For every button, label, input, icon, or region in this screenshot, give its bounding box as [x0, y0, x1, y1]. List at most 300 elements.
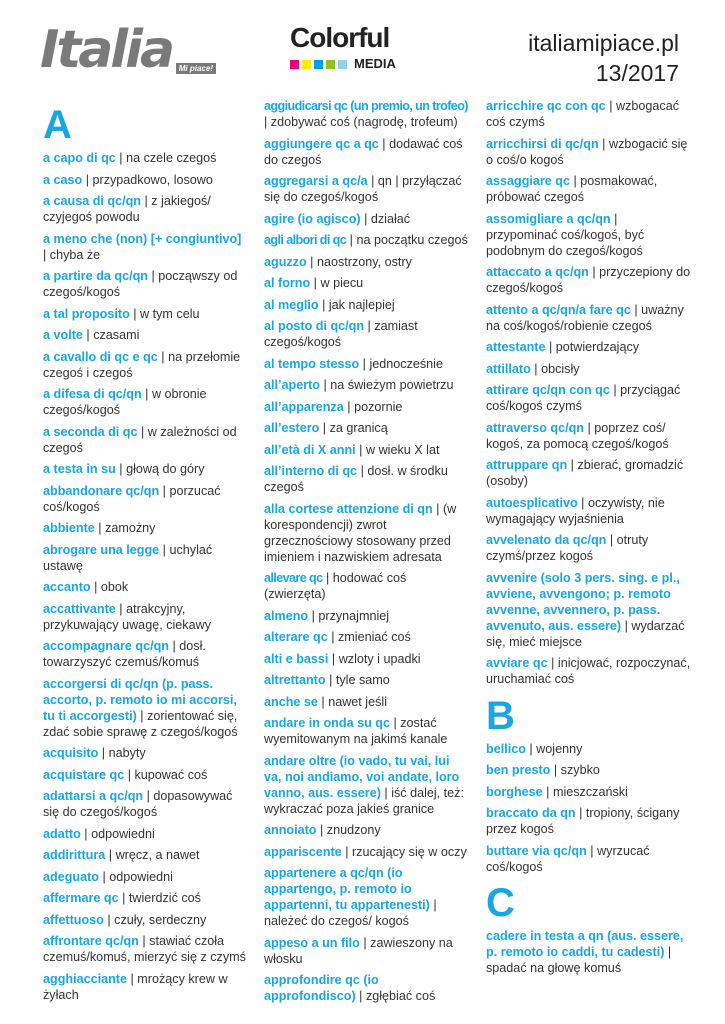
entry-separator: |	[550, 763, 561, 777]
entry-definition: zmieniać coś	[338, 630, 411, 644]
entry-definition: czuły, serdeczny	[114, 912, 207, 927]
entry-definition: naostrzony, ostry	[316, 254, 412, 269]
entry-definition: szybko	[560, 763, 600, 777]
entry-term: avvelenato da qc/qn	[486, 533, 607, 547]
glossary-entry	[264, 318, 469, 350]
entry-term: affrontare qc/qn	[43, 934, 139, 948]
glossary-entry	[43, 327, 248, 343]
glossary-entry	[43, 767, 248, 783]
glossary-entry	[264, 822, 469, 838]
entry-definition: dosł. towarzyszyć czemuś/komuś	[43, 639, 206, 669]
entry-term: a testa in su	[43, 462, 116, 476]
entry-term: attirare qc/qn con qc	[486, 383, 610, 397]
glossary-entry	[43, 542, 248, 574]
entry-separator: |	[316, 823, 327, 837]
glossary-entry	[43, 912, 248, 928]
entry-separator: |	[355, 989, 366, 1003]
glossary-entry	[486, 457, 691, 489]
entry-definition: zbierać, gromadzić (osoby)	[486, 458, 684, 488]
entry-term: al tempo stesso	[264, 356, 360, 371]
glossary-entry	[264, 935, 469, 967]
glossary-entry	[264, 356, 469, 372]
glossary-entry	[264, 972, 469, 1004]
glossary-entry	[486, 805, 691, 837]
entry-term: borghese	[486, 784, 543, 799]
glossary-entry	[43, 231, 248, 263]
entry-term: andare in onda su qc	[264, 716, 390, 730]
glossary-entry	[43, 424, 248, 456]
glossary-entry	[43, 306, 248, 322]
colorful-media-logo	[290, 22, 410, 72]
entry-definition: posmakować, próbować czegoś	[486, 174, 658, 204]
glossary-entry	[43, 676, 248, 740]
entry-definition: poprzez coś/ kogoś, za pomocą czegoś/kogoś	[486, 420, 669, 451]
entry-separator: |	[308, 608, 319, 623]
logo-square-yellow	[302, 60, 311, 69]
entry-separator: |	[159, 542, 170, 557]
entry-definition: (w korespondencji) zwrot grzecznościowy stosowany przed imieniem i nazwiskiem adresata	[264, 501, 457, 564]
entry-term: attraverso qc/qn	[486, 420, 584, 435]
entry-definition: obok	[100, 580, 129, 594]
glossary-entry	[486, 173, 691, 205]
entry-separator: |	[429, 898, 437, 912]
glossary-entry	[43, 150, 248, 166]
entry-term: all’interno di qc	[264, 464, 358, 478]
entry-term: a capo di qc	[43, 151, 116, 165]
glossary-entry	[264, 442, 469, 458]
entry-term: a partire da qc/qn	[43, 269, 148, 283]
entry-definition: zamiast czegoś/kogoś	[264, 319, 418, 349]
entry-term: arricchirsi di qc/qn	[486, 136, 599, 151]
entry-definition: zgłębiać coś	[365, 989, 436, 1003]
glossary-entry	[486, 495, 691, 527]
entry-separator: |	[567, 458, 578, 472]
glossary-entry	[264, 297, 469, 313]
entry-term: all’aperto	[264, 378, 320, 392]
entry-separator: |	[359, 356, 370, 371]
entry-separator: |	[129, 306, 141, 321]
entry-definition: rzucający się w oczy	[351, 844, 467, 859]
entry-term: a volte	[43, 328, 83, 342]
entry-definition: wyrzucać coś/kogoś	[486, 843, 650, 874]
glossary-entry	[43, 349, 248, 381]
glossary-entry	[43, 461, 248, 477]
entry-term: a cavallo di qc e qc	[43, 349, 158, 364]
entry-term: avvenire (solo 3 pers. sing. e pl., avviene, avvengono; p. remoto avvenne, avvennero, p. pass. avvenuto, aus. essere)	[486, 570, 680, 633]
entry-separator: |	[367, 174, 378, 188]
glossary-entry	[43, 483, 248, 515]
entry-separator: |	[140, 194, 152, 208]
glossary-entry	[486, 98, 691, 130]
entry-definition: czasami	[93, 328, 140, 342]
entry-separator: |	[318, 297, 329, 312]
entry-separator: |	[98, 746, 109, 760]
glossary-entry	[486, 762, 691, 778]
entry-separator: |	[118, 891, 129, 905]
glossary-entry	[486, 264, 691, 296]
entry-definition: spadać na głowę komuś	[486, 961, 622, 975]
entry-separator: |	[157, 349, 169, 364]
entry-separator: |	[588, 265, 600, 279]
entry-separator: |	[143, 789, 154, 803]
entry-term: accattivante	[43, 601, 116, 616]
glossary-entry	[43, 890, 248, 906]
entry-term: approfondire qc (io approfondisco)	[264, 973, 379, 1003]
glossary-entry	[264, 98, 469, 130]
glossary-entry	[43, 638, 248, 670]
glossary-entry	[486, 928, 691, 976]
entry-definition: odpowiedni	[109, 869, 173, 884]
glossary-entry	[486, 382, 691, 414]
entry-term: accorgersi di qc/qn (p. pass. accorto, p. remoto io mi accorsi, tu ti accorgesti)	[43, 676, 237, 723]
entry-definition: wojenny	[536, 741, 583, 756]
issue-number: 13/2017	[595, 60, 679, 86]
entry-definition: kupować coś	[134, 767, 208, 782]
entry-definition: mrożący krew w żyłach	[43, 971, 228, 1002]
glossary-entry	[486, 532, 691, 564]
entry-term: bellico	[486, 741, 526, 756]
entry-term: abbandonare qc/qn	[43, 483, 160, 498]
entry-definition: atrakcyjny, przykuwający uwagę, ciekawy	[43, 601, 211, 632]
entry-separator: |	[389, 716, 401, 730]
entry-term: addirittura	[43, 848, 106, 862]
glossary-entry	[43, 601, 248, 633]
entry-separator: |	[159, 483, 170, 498]
glossary-entry	[264, 570, 469, 602]
entry-separator: |	[103, 912, 115, 927]
glossary-entry	[43, 520, 248, 536]
entry-term: cadere in testa a qn (aus. essere, p. remoto io caddi, tu cadesti)	[486, 929, 684, 959]
entry-separator: |	[310, 276, 321, 290]
entry-definition: na czele czegoś	[126, 151, 217, 165]
glossary-entry	[264, 254, 469, 270]
entry-separator: |	[124, 767, 135, 782]
glossary-entry	[264, 672, 469, 688]
logo-square-green	[326, 60, 335, 69]
entry-separator: |	[346, 233, 357, 247]
entry-separator: |	[598, 136, 609, 151]
entry-separator: |	[577, 495, 588, 510]
site-url: italiamipiace.pl	[528, 30, 679, 56]
glossary-entry	[264, 865, 469, 929]
entry-definition: na przełomie czegoś i czegoś	[43, 349, 241, 380]
glossary-entry	[43, 579, 248, 595]
entry-term: alla cortese attenzione di qn	[264, 501, 433, 516]
entry-definition: uchylać ustawę	[43, 542, 213, 573]
glossary-entry	[43, 847, 248, 863]
entry-term: a caso	[43, 172, 83, 187]
entry-separator: |	[610, 211, 618, 226]
entry-definition: przynajmniej	[318, 608, 390, 623]
entry-separator: |	[360, 211, 371, 226]
entry-separator: |	[94, 521, 106, 535]
glossary-entry	[264, 715, 469, 747]
entry-definition: obcisły	[541, 361, 580, 376]
entry-definition: przypadkowo, losowo	[92, 172, 213, 187]
entry-separator: |	[378, 136, 390, 151]
entry-separator: |	[380, 785, 392, 800]
glossary-entry	[43, 826, 248, 842]
entry-definition: zamożny	[105, 521, 156, 535]
entry-separator: |	[317, 694, 329, 709]
entry-term: annoiato	[264, 823, 317, 837]
glossary-entry	[486, 843, 691, 875]
entry-separator: |	[90, 580, 101, 594]
entry-separator: |	[621, 618, 632, 633]
entry-definition: dosł. w środku czegoś	[264, 464, 448, 494]
entry-definition: wzbogacać coś czymś	[486, 99, 679, 129]
glossary-entry	[43, 193, 248, 225]
entry-definition: w obronie czegoś/kogoś	[43, 387, 207, 417]
entry-separator: |	[80, 826, 92, 841]
entry-separator: |	[82, 172, 93, 187]
entry-definition: wzbogacić się o coś/o kogoś	[486, 136, 688, 167]
entry-definition: tyle samo	[335, 673, 390, 687]
entry-term: anche se	[264, 694, 318, 709]
entry-definition: przyczepiony do czegoś/kogoś	[486, 265, 691, 295]
entry-separator: |	[343, 399, 355, 414]
entry-term: a tal proposito	[43, 306, 130, 321]
glossary-entry	[43, 933, 248, 965]
entry-definition: nabyty	[108, 746, 146, 760]
glossary-entry	[264, 463, 469, 495]
entry-term: allevare qc	[264, 571, 323, 585]
entry-term: accanto	[43, 580, 91, 594]
italia-logo-tagline: Mi piace!	[176, 63, 216, 74]
entry-definition: w tym celu	[140, 306, 200, 321]
entry-term: appariscente	[264, 844, 342, 859]
entry-definition: dopasowywać się do czegoś/kogoś	[43, 789, 233, 819]
glossary-entry	[264, 501, 469, 565]
entry-term: almeno	[264, 608, 309, 623]
entry-definition: nawet jeśli	[328, 694, 387, 709]
entry-definition: w piecu	[320, 276, 364, 290]
media-logo-word: MEDIA	[354, 56, 396, 71]
entry-separator: |	[115, 462, 127, 476]
entry-term: a causa di qc/qn	[43, 194, 141, 208]
entry-separator: |	[575, 806, 586, 820]
glossary-entry	[264, 694, 469, 710]
entry-term: agli albori di qc	[264, 233, 347, 247]
entry-separator: |	[525, 741, 537, 756]
glossary-entry	[264, 275, 469, 291]
glossary-entry	[264, 211, 469, 227]
entry-term: attento a qc/qn/a fare qc	[486, 302, 631, 317]
entry-separator: |	[355, 442, 366, 457]
glossary-entry	[43, 268, 248, 300]
entry-definition: qn | przyłączać się do czegoś/kogoś	[264, 174, 462, 204]
entry-definition: odpowiedni	[91, 826, 155, 841]
entry-term: affettuoso	[43, 912, 104, 927]
entry-term: assaggiare qc	[486, 174, 571, 188]
entry-term: acquisito	[43, 746, 99, 760]
entry-separator: |	[168, 639, 180, 653]
entry-term: al meglio	[264, 297, 319, 312]
entry-term: attaccato a qc/qn	[486, 265, 589, 279]
glossary-entry	[486, 211, 691, 259]
entry-separator: |	[327, 630, 338, 644]
entry-separator: |	[320, 378, 331, 392]
entry-term: adatto	[43, 826, 81, 841]
glossary-entry	[264, 420, 469, 436]
glossary-entry	[486, 570, 691, 650]
entry-separator: |	[328, 651, 339, 666]
entry-separator: |	[364, 319, 375, 333]
glossary-entry	[264, 651, 469, 667]
entry-definition: w wieku X lat	[365, 442, 440, 457]
entry-separator: |	[141, 387, 152, 401]
entry-definition: za granicą	[329, 421, 388, 435]
entry-separator: |	[325, 673, 336, 687]
logo-square-magenta	[290, 60, 299, 69]
entry-separator: |	[322, 571, 333, 585]
entry-separator: |	[570, 174, 581, 188]
glossary-entry	[264, 629, 469, 645]
page-header	[0, 0, 725, 95]
entry-separator: |	[115, 151, 127, 165]
entry-separator: |	[605, 99, 616, 113]
entry-term: appeso a un filo	[264, 935, 360, 950]
glossary-entry	[486, 420, 691, 452]
entry-term: agghiacciante	[43, 971, 127, 986]
entry-definition: na świeżym powietrzu	[330, 378, 454, 392]
entry-separator: |	[542, 784, 553, 799]
entry-definition: jednocześnie	[369, 356, 443, 371]
entry-definition: zostać wyemitowanym na jakimś kanale	[264, 716, 448, 746]
entry-separator: |	[306, 254, 317, 269]
glossary-entry	[43, 869, 248, 885]
entry-separator: |	[341, 844, 352, 859]
entry-definition: twierdzić coś	[128, 891, 201, 905]
entry-term: ben presto	[486, 763, 551, 777]
entry-separator: |	[547, 656, 558, 670]
glossary-entry	[264, 377, 469, 393]
entry-term: assomigliare a qc/qn	[486, 211, 611, 226]
entry-definition: zawieszony na włosku	[264, 935, 453, 966]
glossary-entry	[43, 788, 248, 820]
entry-definition: zdobywać coś (nagrodę, trofeum)	[270, 115, 458, 129]
entry-definition: jak najlepiej	[328, 297, 395, 312]
glossary-entry	[43, 172, 248, 188]
section-letter: C	[486, 881, 515, 925]
logo-square-lightblue	[338, 60, 347, 69]
entry-term: al posto di qc/qn	[264, 319, 365, 333]
entry-definition: otruty czymś/przez kogoś	[486, 533, 649, 563]
entry-separator: |	[147, 269, 159, 283]
entry-definition: na początku czegoś	[356, 233, 468, 247]
entry-separator: |	[630, 302, 642, 317]
entry-term: a seconda di qc	[43, 424, 138, 439]
entry-term: all’apparenza	[264, 399, 344, 414]
entry-definition: mieszczański	[552, 784, 628, 799]
entry-definition: inicjować, rozpoczynać, uruchamiać coś	[486, 656, 691, 686]
entry-separator: |	[359, 935, 371, 950]
entry-separator: |	[115, 601, 127, 616]
glossary-column-3	[486, 98, 691, 982]
glossary-entry	[486, 136, 691, 168]
entry-term: buttare via qc/qn	[486, 843, 587, 858]
glossary-entry	[264, 232, 469, 248]
entry-separator: |	[606, 533, 617, 547]
entry-term: aggiungere qc a qc	[264, 136, 379, 151]
glossary-entry	[264, 136, 469, 168]
entry-term: aggregarsi a qc/a	[264, 174, 368, 188]
entry-definition: potwierdzający	[555, 340, 640, 354]
glossary-entry	[264, 608, 469, 624]
entry-separator: |	[583, 420, 595, 435]
entry-definition: wzloty i upadki	[338, 651, 421, 666]
glossary-entry	[43, 745, 248, 761]
entry-term: autoesplicativo	[486, 495, 578, 510]
entry-separator: |	[319, 421, 330, 435]
entry-term: adeguato	[43, 869, 99, 884]
glossary-entry	[264, 173, 469, 205]
entry-definition: z jakiegoś/ czyjegoś powodu	[43, 194, 211, 224]
entry-definition: w zależności od czegoś	[43, 424, 237, 455]
entry-separator: |	[530, 361, 542, 376]
italia-logo-word: Italia	[40, 20, 173, 80]
entry-separator: |	[105, 848, 116, 862]
entry-term: acquistare qc	[43, 767, 125, 782]
entry-definition: działać	[370, 211, 411, 226]
entry-separator: |	[545, 340, 556, 354]
entry-definition: chyba że	[49, 247, 101, 262]
entry-term: avviare qc	[486, 656, 548, 670]
entry-definition: oczywisty, nie wymagający wyjaśnienia	[486, 495, 665, 526]
entry-definition: tropiony, ścigany przez kogoś	[486, 806, 680, 836]
entry-term: agire (io agisco)	[264, 211, 361, 226]
entry-definition: przyciągać coś/kogoś czymś	[486, 383, 681, 413]
entry-definition: głową do góry	[126, 462, 205, 476]
entry-separator: |	[609, 383, 621, 397]
glossary-entry	[486, 784, 691, 800]
entry-term: attestante	[486, 340, 546, 354]
glossary-entry	[264, 399, 469, 415]
section-letter: B	[486, 693, 515, 738]
glossary-entry	[486, 741, 691, 757]
entry-term: a meno che (non) [+ congiuntivo]	[43, 231, 242, 246]
entry-separator: |	[82, 328, 94, 342]
entry-separator: |	[264, 115, 271, 129]
entry-term: andare oltre (io vado, tu vai, lui va, noi andiamo, voi andate, loro vanno, aus. essere)	[264, 753, 460, 800]
section-letter: A	[43, 103, 72, 147]
entry-term: attruppare qn	[486, 458, 568, 472]
entry-separator: |	[357, 464, 368, 478]
colorful-logo-word: Colorful	[290, 22, 390, 53]
entry-term: aggiudicarsi qc (un premio, un trofeo)	[264, 99, 468, 113]
entry-separator: |	[127, 971, 138, 986]
entry-definition: wręcz, a nawet	[115, 848, 200, 862]
entry-term: accompagnare qc/qn	[43, 639, 169, 653]
entry-term: a difesa di qc/qn	[43, 387, 142, 401]
entry-term: attillato	[486, 361, 531, 376]
entry-term: all’estero	[264, 421, 320, 435]
glossary-entry	[264, 753, 469, 817]
entry-definition: hodować coś (zwierzęta)	[264, 571, 407, 601]
entry-definition: począwszy od czegoś/kogoś	[43, 269, 238, 299]
entry-term: braccato da qn	[486, 806, 576, 820]
entry-term: alterare qc	[264, 630, 328, 644]
entry-term: all’età di X anni	[264, 442, 356, 457]
entry-definition: znudzony	[326, 823, 381, 837]
glossary-entry	[486, 655, 691, 687]
entry-term: arricchire qc con qc	[486, 99, 606, 113]
entry-separator: |	[43, 247, 50, 262]
entry-definition: wydarzać się, mieć miejsce	[486, 618, 685, 649]
entry-separator: |	[98, 869, 110, 884]
entry-definition: iść dalej, też: wykraczać poza jakieś granice	[264, 785, 464, 816]
entry-separator: |	[664, 945, 672, 959]
